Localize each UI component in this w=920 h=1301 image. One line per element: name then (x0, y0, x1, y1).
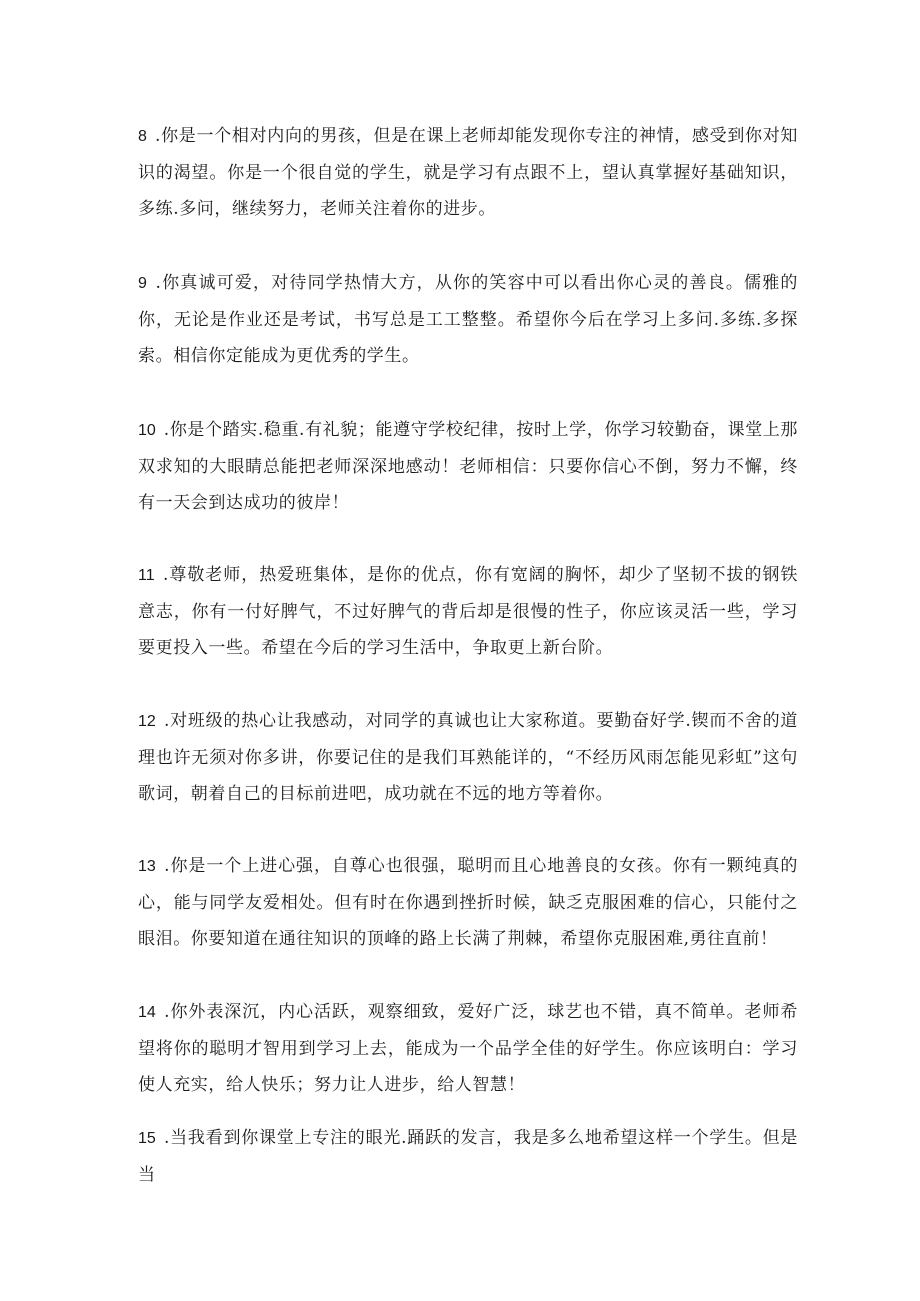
comment-paragraph-11 (138, 557, 798, 666)
paragraph-text: .对班级的热心让我感动，对同学的真诚也让大家称道。要勤奋好学.锲而不舍的道理也许无须对你多讲，你要记住的是我们耳熟能详的，“不经历风雨怎能见彩虹”这句歌词，朝着自己的目标前进吧，成功就在不远的地方等着你。 (138, 711, 798, 804)
comment-paragraph-15 (138, 1120, 798, 1193)
paragraph-number: 10 (138, 422, 156, 439)
paragraph-text: .你是一个上进心强，自尊心也很强，聪明而且心地善良的女孩。你有一颗纯真的心，能与同学友爱相处。但有时在你遇到挫折时候，缺乏克服困难的信心，只能付之眼泪。你要知道在通往知识的顶峰的路上长满了荆棘，希望你克服困难,勇往直前！ (138, 856, 798, 949)
paragraph-text: .你外表深沉，内心活跃，观察细致，爱好广泛，球艺也不错，真不简单。老师希望将你的聪明才智用到学习上去，能成为一个品学全佳的好学生。你应该明白：学习使人充实，给人快乐；努力让人进步，给人智慧！ (138, 1002, 798, 1095)
paragraph-text: .你是一个相对内向的男孩，但是在课上老师却能发现你专注的神情，感受到你对知识的渴望。你是一个很自觉的学生，就是学习有点跟不上，望认真掌握好基础知识，多练.多问，继续努力，老师关注着你的进步。 (138, 126, 798, 219)
comment-paragraph-8 (138, 118, 798, 227)
paragraph-number: 14 (138, 1004, 156, 1021)
paragraph-text: .你是个踏实.稳重.有礼貌；能遵守学校纪律，按时上学，你学习较勤奋，课堂上那双求知的大眼睛总能把老师深深地感动！老师相信：只要你信心不倒，努力不懈，终有一天会到达成功的彼岸！ (138, 420, 798, 513)
paragraph-text: .你真诚可爱，对待同学热情大方，从你的笑容中可以看出你心灵的善良。儒雅的你，无论是作业还是考试，书写总是工工整整。希望你今后在学习上多问.多练.多探索。相信你定能成为更优秀的学生。 (138, 273, 798, 366)
paragraph-number: 12 (138, 713, 156, 730)
paragraph-text: .尊敬老师，热爱班集体，是你的优点，你有宽阔的胸怀，却少了坚韧不拔的钢铁意志，你有一付好脾气，不过好脾气的背后却是很慢的性子，你应该灵活一些，学习要更投入一些。希望在今后的学习生活中，争取更上新台阶。 (138, 565, 798, 658)
paragraph-text: .当我看到你课堂上专注的眼光.踊跃的发言，我是多么地希望这样一个学生。但是当 (138, 1128, 798, 1185)
paragraph-number: 13 (138, 858, 156, 875)
comment-paragraph-9 (138, 265, 798, 374)
paragraph-number: 15 (138, 1130, 156, 1147)
paragraph-number: 11 (138, 567, 155, 584)
comment-paragraph-10 (138, 412, 798, 521)
comment-paragraph-14 (138, 994, 798, 1103)
comment-paragraph-13 (138, 848, 798, 957)
paragraph-number: 9 (138, 275, 147, 292)
comment-paragraph-12 (138, 703, 798, 812)
paragraph-number: 8 (138, 128, 147, 145)
